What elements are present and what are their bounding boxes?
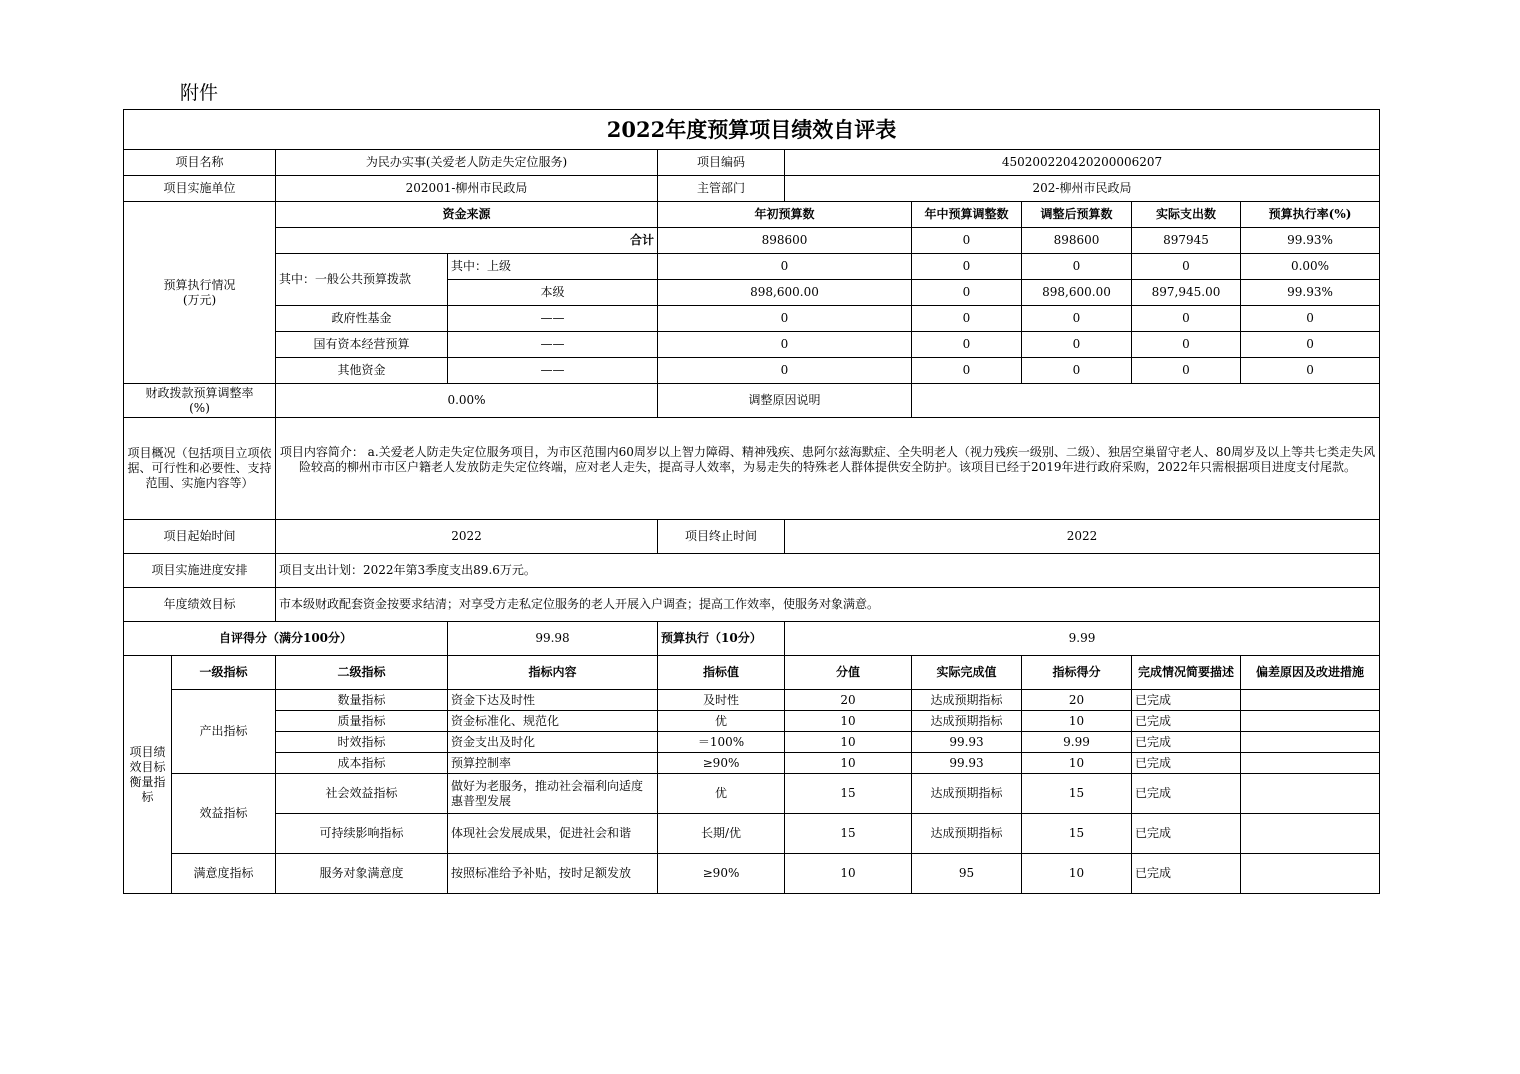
indicator-content: 资金下达及时性 xyxy=(448,690,658,711)
local-rate: 99.93% xyxy=(1241,280,1380,306)
indicator-actual: 99.93 xyxy=(912,732,1022,753)
header-adjusted: 调整后预算数 xyxy=(1022,202,1132,228)
adjust-rate: 0.00% xyxy=(276,384,658,418)
project-code: 450200220420200006207 xyxy=(785,150,1380,176)
indicator-status: 已完成 xyxy=(1132,732,1241,753)
dept: 202-柳州市民政局 xyxy=(785,176,1380,202)
self-score: 99.98 xyxy=(448,622,658,656)
project-unit: 202001-柳州市民政局 xyxy=(276,176,658,202)
indicator-target: ＝100% xyxy=(658,732,785,753)
adjust-reason xyxy=(912,384,1380,418)
gov-fund-adjusted: 0 xyxy=(1022,306,1132,332)
superior-rate: 0.00% xyxy=(1241,254,1380,280)
state-capital-initial: 0 xyxy=(658,332,912,358)
state-capital-label: 国有资本经营预算 xyxy=(276,332,448,358)
performance-table xyxy=(123,109,1380,894)
state-capital-rate: 0 xyxy=(1241,332,1380,358)
indicator-target: ≥90% xyxy=(658,854,785,894)
superior-adjusted: 0 xyxy=(1022,254,1132,280)
indicator-score: 15 xyxy=(1022,774,1132,814)
end-time: 2022 xyxy=(785,520,1380,554)
level1-output: 产出指标 xyxy=(172,690,276,774)
other-fund-adjust: 0 xyxy=(912,358,1022,384)
project-code-label: 项目编码 xyxy=(658,150,785,176)
indicator-status: 已完成 xyxy=(1132,774,1241,814)
goal-text: 市本级财政配套资金按要求结清；对享受方走私定位服务的老人开展入户调查；提高工作效率，使服务对象满意。 xyxy=(276,588,1380,622)
header-rate: 预算执行率(%) xyxy=(1241,202,1380,228)
indicator-weight: 20 xyxy=(785,690,912,711)
start-time: 2022 xyxy=(276,520,658,554)
indicator-score: 9.99 xyxy=(1022,732,1132,753)
total-adjusted: 898600 xyxy=(1022,228,1132,254)
level2: 社会效益指标 xyxy=(276,774,448,814)
indicator-status: 已完成 xyxy=(1132,854,1241,894)
ind-header-level1: 一级指标 xyxy=(172,656,276,690)
header-initial: 年初预算数 xyxy=(658,202,912,228)
end-time-label: 项目终止时间 xyxy=(658,520,785,554)
total-label: 合计 xyxy=(276,228,658,254)
level2: 成本指标 xyxy=(276,753,448,774)
indicator-deviation xyxy=(1241,690,1380,711)
header-fund-source: 资金来源 xyxy=(276,202,658,228)
indicator-weight: 10 xyxy=(785,854,912,894)
state-capital-adjust: 0 xyxy=(912,332,1022,358)
level2: 数量指标 xyxy=(276,690,448,711)
total-initial: 898600 xyxy=(658,228,912,254)
total-rate: 99.93% xyxy=(1241,228,1380,254)
local-adjusted: 898,600.00 xyxy=(1022,280,1132,306)
other-fund-actual: 0 xyxy=(1132,358,1241,384)
header-adjust: 年中预算调整数 xyxy=(912,202,1022,228)
level2: 服务对象满意度 xyxy=(276,854,448,894)
indicator-status: 已完成 xyxy=(1132,690,1241,711)
gov-fund-label: 政府性基金 xyxy=(276,306,448,332)
adjust-rate-label: 财政拨款预算调整率 (%) xyxy=(124,384,276,418)
indicator-content: 资金支出及时化 xyxy=(448,732,658,753)
total-actual: 897945 xyxy=(1132,228,1241,254)
level2: 时效指标 xyxy=(276,732,448,753)
indicator-deviation xyxy=(1241,814,1380,854)
general-budget-label: 其中：一般公共预算拨款 xyxy=(276,254,448,306)
level1-benefit: 效益指标 xyxy=(172,774,276,854)
indicator-score: 20 xyxy=(1022,690,1132,711)
level2: 可持续影响指标 xyxy=(276,814,448,854)
indicator-actual: 95 xyxy=(912,854,1022,894)
project-name-label: 项目名称 xyxy=(124,150,276,176)
indicator-actual: 达成预期指标 xyxy=(912,774,1022,814)
local-initial: 898,600.00 xyxy=(658,280,912,306)
other-fund-initial: 0 xyxy=(658,358,912,384)
level2: 质量指标 xyxy=(276,711,448,732)
exec-score-label: 预算执行（10分） xyxy=(658,622,785,656)
goal-label: 年度绩效目标 xyxy=(124,588,276,622)
indicator-content: 资金标准化、规范化 xyxy=(448,711,658,732)
indicator-weight: 15 xyxy=(785,774,912,814)
self-score-label: 自评得分（满分100分） xyxy=(124,622,448,656)
ind-header-content: 指标内容 xyxy=(448,656,658,690)
header-actual: 实际支出数 xyxy=(1132,202,1241,228)
attachment-label: 附件 xyxy=(180,82,219,104)
other-fund-adjusted: 0 xyxy=(1022,358,1132,384)
ind-header-level2: 二级指标 xyxy=(276,656,448,690)
indicator-status: 已完成 xyxy=(1132,814,1241,854)
state-capital-actual: 0 xyxy=(1132,332,1241,358)
ind-header-actual: 实际完成值 xyxy=(912,656,1022,690)
progress-label: 项目实施进度安排 xyxy=(124,554,276,588)
indicator-target: 优 xyxy=(658,711,785,732)
exec-score: 9.99 xyxy=(785,622,1380,656)
ind-header-score: 指标得分 xyxy=(1022,656,1132,690)
overview-text: 项目内容简介： a.关爱老人防走失定位服务项目，为市区范围内60周岁以上智力障碍、精神残疾、患阿尔兹海默症、全失明老人（视力残疾一级别、二级）、独居空巢留守老人、80周岁及以上等共七类走失风险较高的柳州市市区户籍老人发放防走失定位终端，应对老人走失，提高寻人效率，为易走失的特殊老人群体提供安全防护。该项目已经于2019年进行政府采购，2022年只需根据项目进度支付尾款。 xyxy=(276,418,1380,520)
indicator-target: 优 xyxy=(658,774,785,814)
indicator-content: 做好为老服务，推动社会福利向适度惠普型发展 xyxy=(448,774,658,814)
indicators-section-label: 项目绩效目标衡量指标 xyxy=(124,656,172,894)
indicator-deviation xyxy=(1241,753,1380,774)
indicator-target: ≥90% xyxy=(658,753,785,774)
gov-fund-actual: 0 xyxy=(1132,306,1241,332)
other-fund-label: 其他资金 xyxy=(276,358,448,384)
state-capital-adjusted: 0 xyxy=(1022,332,1132,358)
indicator-status: 已完成 xyxy=(1132,711,1241,732)
project-name: 为民办实事(关爱老人防走失定位服务) xyxy=(276,150,658,176)
gov-fund-initial: 0 xyxy=(658,306,912,332)
ind-header-target: 指标值 xyxy=(658,656,785,690)
dept-label: 主管部门 xyxy=(658,176,785,202)
other-fund-rate: 0 xyxy=(1241,358,1380,384)
indicator-target: 长期/优 xyxy=(658,814,785,854)
local-adjust: 0 xyxy=(912,280,1022,306)
indicator-weight: 10 xyxy=(785,711,912,732)
indicator-actual: 达成预期指标 xyxy=(912,814,1022,854)
indicator-weight: 10 xyxy=(785,732,912,753)
indicator-status: 已完成 xyxy=(1132,753,1241,774)
indicator-actual: 99.93 xyxy=(912,753,1022,774)
gov-fund-dash: —— xyxy=(448,306,658,332)
indicator-weight: 10 xyxy=(785,753,912,774)
indicator-deviation xyxy=(1241,854,1380,894)
indicator-score: 10 xyxy=(1022,854,1132,894)
superior-actual: 0 xyxy=(1132,254,1241,280)
indicator-actual: 达成预期指标 xyxy=(912,711,1022,732)
local-label: 本级 xyxy=(448,280,658,306)
ind-header-deviation: 偏差原因及改进措施 xyxy=(1241,656,1380,690)
overview-label: 项目概况（包括项目立项依据、可行性和必要性、支持范围、实施内容等） xyxy=(124,418,276,520)
budget-section-label: 预算执行情况 (万元) xyxy=(124,202,276,384)
gov-fund-rate: 0 xyxy=(1241,306,1380,332)
state-capital-dash: —— xyxy=(448,332,658,358)
project-unit-label: 项目实施单位 xyxy=(124,176,276,202)
indicator-content: 预算控制率 xyxy=(448,753,658,774)
indicator-deviation xyxy=(1241,774,1380,814)
total-adjust: 0 xyxy=(912,228,1022,254)
indicator-target: 及时性 xyxy=(658,690,785,711)
gov-fund-adjust: 0 xyxy=(912,306,1022,332)
other-fund-dash: —— xyxy=(448,358,658,384)
ind-header-weight: 分值 xyxy=(785,656,912,690)
local-actual: 897,945.00 xyxy=(1132,280,1241,306)
indicator-content: 体现社会发展成果，促进社会和谐 xyxy=(448,814,658,854)
indicator-weight: 15 xyxy=(785,814,912,854)
indicator-deviation xyxy=(1241,711,1380,732)
ind-header-status: 完成情况简要描述 xyxy=(1132,656,1241,690)
indicator-score: 10 xyxy=(1022,753,1132,774)
adjust-reason-label: 调整原因说明 xyxy=(658,384,912,418)
indicator-score: 15 xyxy=(1022,814,1132,854)
indicator-score: 10 xyxy=(1022,711,1132,732)
superior-initial: 0 xyxy=(658,254,912,280)
indicator-content: 按照标准给予补贴，按时足额发放 xyxy=(448,854,658,894)
progress-text: 项目支出计划：2022年第3季度支出89.6万元。 xyxy=(276,554,1380,588)
start-time-label: 项目起始时间 xyxy=(124,520,276,554)
table-title: 2022年度预算项目绩效自评表 xyxy=(124,110,1380,150)
indicator-actual: 达成预期指标 xyxy=(912,690,1022,711)
superior-adjust: 0 xyxy=(912,254,1022,280)
indicator-deviation xyxy=(1241,732,1380,753)
superior-label: 其中：上级 xyxy=(448,254,658,280)
level1-satisfaction: 满意度指标 xyxy=(172,854,276,894)
